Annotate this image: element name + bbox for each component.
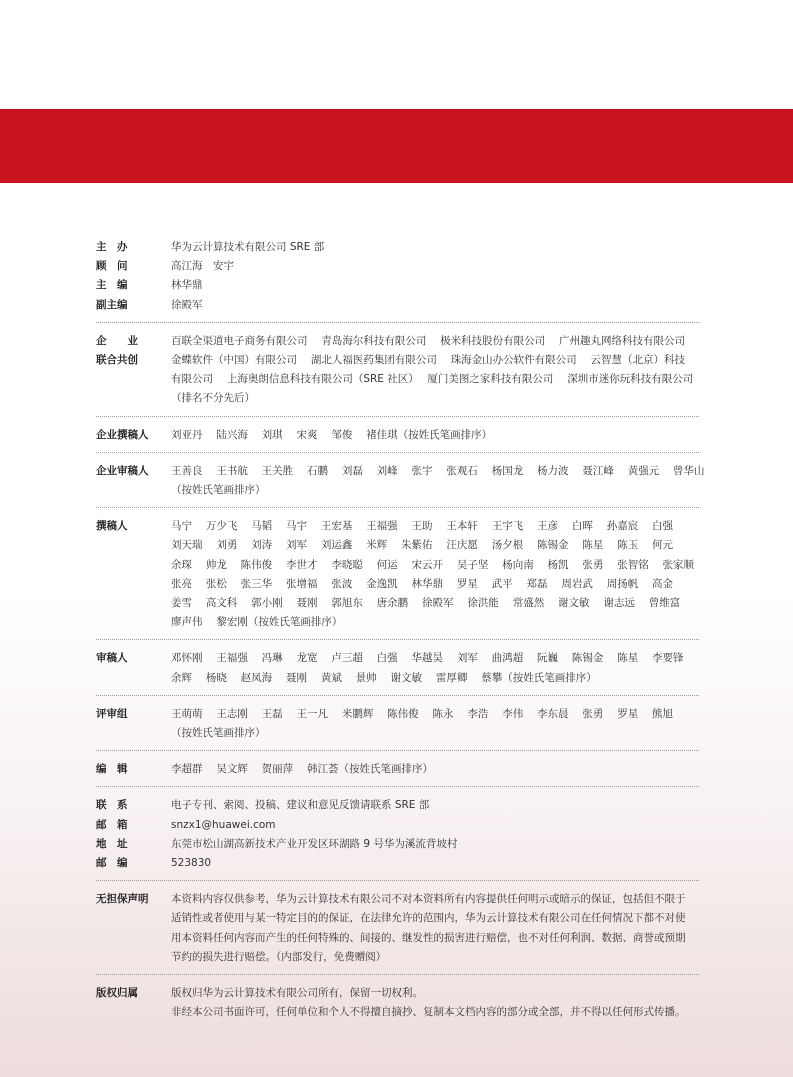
text-line: 王萌萌 王志刚 王磊 王一凡 米鹏辉 陈伟俊 陈永 李浩 李伟 李东晨 张勇 罗星 熊旭 — [171, 707, 674, 720]
divider — [96, 452, 699, 453]
divider — [96, 639, 699, 640]
divider — [96, 507, 699, 508]
section-label: 编 辑 — [96, 763, 128, 776]
text-line: 本资料内容仅供参考，华为云计算技术有限公司不对本资料所有内容提供任何明示或暗示的保证，包括但不限于 — [171, 893, 686, 906]
row-value: 高江海 安宇 — [171, 260, 234, 273]
row-label: 地 址 — [96, 837, 128, 850]
row-label: 邮 编 — [96, 857, 128, 870]
masthead-row-chief-editor — [96, 276, 699, 295]
contact-row-address — [96, 835, 699, 854]
section-label-line2: 联合共创 — [96, 354, 138, 367]
text-line: 用本资料任何内容而产生的任何特殊的、间接的、继发性的损害进行赔偿，也不对任何利润、数据、商誉或预期 — [171, 931, 686, 944]
text-line: 邓怀刚 王福强 冯琳 龙宽 卢三超 白强 华越昊 刘军 曲鸿超 阮巍 陈锡金 陈星 李要锋 — [171, 652, 684, 665]
text-line: 余辉 杨晓 赵凤海 聂刚 黄斌 景帅 谢文敏 雷厚卿 蔡攀（按姓氏笔画排序） — [171, 671, 597, 684]
email-link[interactable]: snzx1@huawei.com — [171, 818, 276, 831]
section-enterprise-writers — [96, 426, 699, 445]
section-disclaimer — [96, 890, 699, 967]
masthead-row-deputy-editor — [96, 296, 699, 315]
section-writers — [96, 517, 699, 632]
contact-block — [96, 796, 699, 873]
row-label: 主 办 — [96, 241, 128, 253]
divider — [96, 750, 699, 751]
masthead-row-advisor — [96, 257, 699, 276]
row-value: 523830 — [171, 857, 212, 870]
row-value: 林华鼎 — [171, 279, 203, 292]
row-label: 联 系 — [96, 799, 128, 812]
section-label: 撰稿人 — [96, 520, 128, 533]
row-value: 徐殿军 — [171, 298, 203, 311]
text-line: （按姓氏笔画排序） — [171, 727, 266, 740]
row-label: 邮 箱 — [96, 818, 128, 831]
divider — [96, 974, 699, 975]
section-reviewers — [96, 649, 699, 687]
text-line: 王善良 王书航 王关胜 石鹏 刘磊 刘峰 张宇 张观石 杨国龙 杨力波 聂江峰 黄强元 曾华山 — [171, 464, 705, 477]
section-label: 企业撰稿人 — [96, 428, 149, 441]
row-value: 电子专刊、索阅、投稿、建议和意见反馈请联系 SRE 部 — [171, 799, 430, 812]
section-label: 审稿人 — [96, 652, 128, 665]
row-value: 东莞市松山湖高新技术产业开发区环湖路 9 号华为溪流背坡村 — [171, 837, 458, 850]
header-red-band — [0, 109, 793, 183]
text-line: 有限公司 上海奥朗信息科技有限公司（SRE 社区） 厦门美图之家科技有限公司 深圳市迷你玩科技有限公司 — [171, 373, 694, 386]
masthead-content — [96, 238, 705, 1023]
text-line: 适销性或者使用与某一特定目的的保证，在法律允许的范围内，华为云计算技术有限公司在任何情况下都不对使 — [171, 912, 686, 925]
section-label: 企业审稿人 — [96, 464, 149, 477]
row-label: 主 编 — [96, 279, 128, 292]
text-line: 非经本公司书面许可，任何单位和个人不得擅自摘抄、复制本文档内容的部分或全部，并不得以任何形式传播。 — [171, 1006, 686, 1019]
contact-row-postcode — [96, 854, 699, 873]
text-line: 张亮 张松 张三华 张增福 张波 金逸凯 林华鼎 罗星 武平 郑磊 周岩武 周扬帆 高金 — [171, 577, 674, 590]
text-line: 金蝶软件（中国）有限公司 湖北人福医药集团有限公司 珠海金山办公软件有限公司 云智慧（北京）科技 — [171, 354, 686, 367]
section-editors — [96, 760, 699, 779]
text-line: 刘天瑞 刘勇 刘涛 刘军 刘运鑫 米辉 朱紫佑 汪庆愿 汤夕根 陈锡金 陈星 陈玉 何元 — [171, 539, 674, 552]
text-line: 百联全渠道电子商务有限公司 青岛海尔科技有限公司 极米科技股份有限公司 广州趣丸网络科技有限公司 — [171, 334, 686, 347]
divider — [96, 416, 699, 417]
contact-row-email — [96, 816, 699, 835]
section-enterprise-reviewers — [96, 462, 705, 500]
text-line: （按姓氏笔画排序） — [171, 484, 266, 497]
divider — [96, 322, 699, 323]
section-label: 企 业 — [96, 334, 138, 347]
text-line: 刘亚丹 陆兴海 刘琪 宋爽 邹俊 褚佳琪（按姓氏笔画排序） — [171, 428, 493, 441]
section-review-panel — [96, 705, 699, 743]
divider — [96, 880, 699, 881]
row-value: 华为云计算技术有限公司 SRE 部 — [171, 241, 325, 253]
section-copyright — [96, 984, 699, 1022]
section-label: 版权归属 — [96, 987, 138, 1000]
text-line: （排名不分先后） — [171, 392, 255, 405]
text-line: 版权归华为云计算技术有限公司所有，保留一切权利。 — [171, 987, 423, 1000]
section-label: 无担保声明 — [96, 893, 149, 906]
text-line: 廖声伟 黎宏刚（按姓氏笔画排序） — [171, 616, 343, 629]
contact-row — [96, 796, 699, 815]
text-line: 节约的损失进行赔偿。（内部发行，免费赠阅） — [171, 950, 387, 963]
text-line: 姜雪 高文科 郭小刚 聂刚 郭旭东 唐余鹏 徐殿军 徐洪能 常盛然 谢文敏 谢志远 曾维富 — [171, 597, 681, 610]
text-line: 余琛 帅龙 陈伟俊 李世才 李晓聪 何运 宋云开 吴子坚 杨向南 杨凯 张勇 张智铭 张家顺 — [171, 558, 695, 571]
section-co-creators — [96, 332, 699, 409]
row-label: 顾 问 — [96, 260, 128, 273]
text-line: 马宁 万少飞 马韬 马宇 王宏基 王福强 王助 王本轩 王宇飞 王彦 白晖 孙嘉宸 白强 — [171, 520, 674, 533]
divider — [96, 695, 699, 696]
header-block — [96, 238, 699, 315]
divider — [96, 786, 699, 787]
section-label: 评审组 — [96, 707, 128, 720]
masthead-row-host — [96, 238, 699, 257]
row-label: 副主编 — [96, 298, 128, 311]
text-line: 李超群 吴文辉 贺丽萍 韩江荟（按姓氏笔画排序） — [171, 763, 434, 776]
